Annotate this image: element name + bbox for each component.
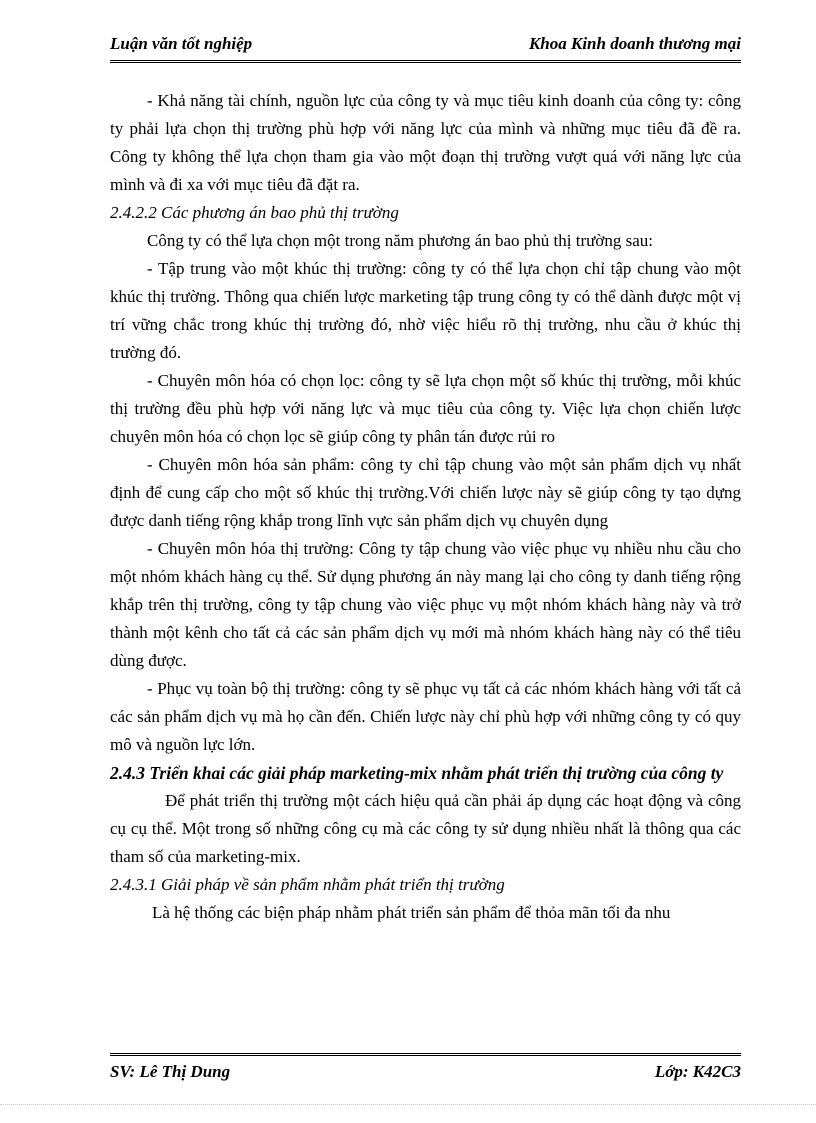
footer-student-name: SV: Lê Thị Dung [110,1062,231,1081]
paragraph-product-specialization: - Chuyên môn hóa sản phẩm: công ty chỉ tập chung vào một sản phẩm dịch vụ nhất định để cung cấp cho một số khúc thị trường.Với chiến lược này sẽ giúp công ty tạo dựng được danh tiếng rộng khắp trong lĩnh vực sản phẩm dịch vụ chuyên dụng [110,455,741,530]
paragraph-single-segment: - Tập trung vào một khúc thị trường: công ty có thể lựa chọn chỉ tập chung vào một khúc thị trường. Thông qua chiến lược marketing tập trung công ty có thể dành được một vị trí vững chắc trong khúc thị trường đó, nhờ việc hiểu rõ thị trường, nhu cầu ở khúc thị trường đó. [110,259,741,362]
page-footer [110,1053,741,1086]
page-break-line [0,1104,816,1105]
heading-2-4-3: 2.4.3 Triển khai các giải pháp marketing-mix nhằm phát triển thị trường của công ty [110,763,724,783]
header-faculty: Khoa Kinh doanh thương mại [528,34,741,53]
footer-class: Lớp: K42C3 [654,1062,741,1081]
paragraph-financial-capacity: - Khả năng tài chính, nguồn lực của công ty và mục tiêu kinh doanh của công ty: công ty phải lựa chọn thị trường phù hợp với năng lực của mình và những mục tiêu đã đề ra. Công ty không thể lựa chọn tham gia vào một đoạn thị trường vượt quá với năng lực của mình và đi xa với mục tiêu đã đặt ra. [110,91,741,194]
paragraph-full-coverage: - Phục vụ toàn bộ thị trường: công ty sẽ phục vụ tất cả các nhóm khách hàng với tất cả các sản phẩm dịch vụ mà họ cần đến. Chiến lược này chỉ phù hợp với những công ty có quy mô và nguồn lực lớn. [110,679,741,754]
heading-2-4-2-2: 2.4.2.2 Các phương án bao phủ thị trường [110,203,399,222]
paragraph-market-specialization: - Chuyên môn hóa thị trường: Công ty tập chung vào việc phục vụ nhiều nhu cầu cho một nhóm khách hàng cụ thể. Sử dụng phương án này mang lại cho công ty danh tiếng rộng khắp trên thị trường, công ty tập chung vào việc phục vụ một nhóm khách hàng này và trở thành một kênh cho tất cả các sản phẩm dịch vụ mới mà nhóm khách hàng này có thể tiêu dùng được. [110,539,741,670]
header-thesis-title: Luận văn tốt nghiệp [110,34,253,53]
paragraph-product-solution: Là hệ thống các biện pháp nhằm phát triển sản phẩm để thỏa mãn tối đa nhu [152,903,671,922]
page-header [110,32,741,63]
paragraph-selective-specialization: - Chuyên môn hóa có chọn lọc: công ty sẽ lựa chọn một số khúc thị trường, mỗi khúc thị trường đều phù hợp với năng lực và mục tiêu của công ty. Việc lựa chọn chiến lược chuyên môn hóa có chọn lọc sẽ giúp công ty phân tán được rủi ro [110,371,741,446]
page-content [110,87,741,927]
paragraph-intro-options: Công ty có thể lựa chọn một trong năm phương án bao phủ thị trường sau: [147,231,653,250]
paragraph-marketing-mix-intro: Để phát triển thị trường một cách hiệu quả cần phải áp dụng các hoạt động và công cụ cụ thể. Một trong số những công cụ mà các công ty sử dụng nhiều nhất là thông qua các tham số của marketing-mix. [110,791,741,866]
heading-2-4-3-1: 2.4.3.1 Giải pháp về sản phẩm nhằm phát triển thị trường [110,875,505,894]
